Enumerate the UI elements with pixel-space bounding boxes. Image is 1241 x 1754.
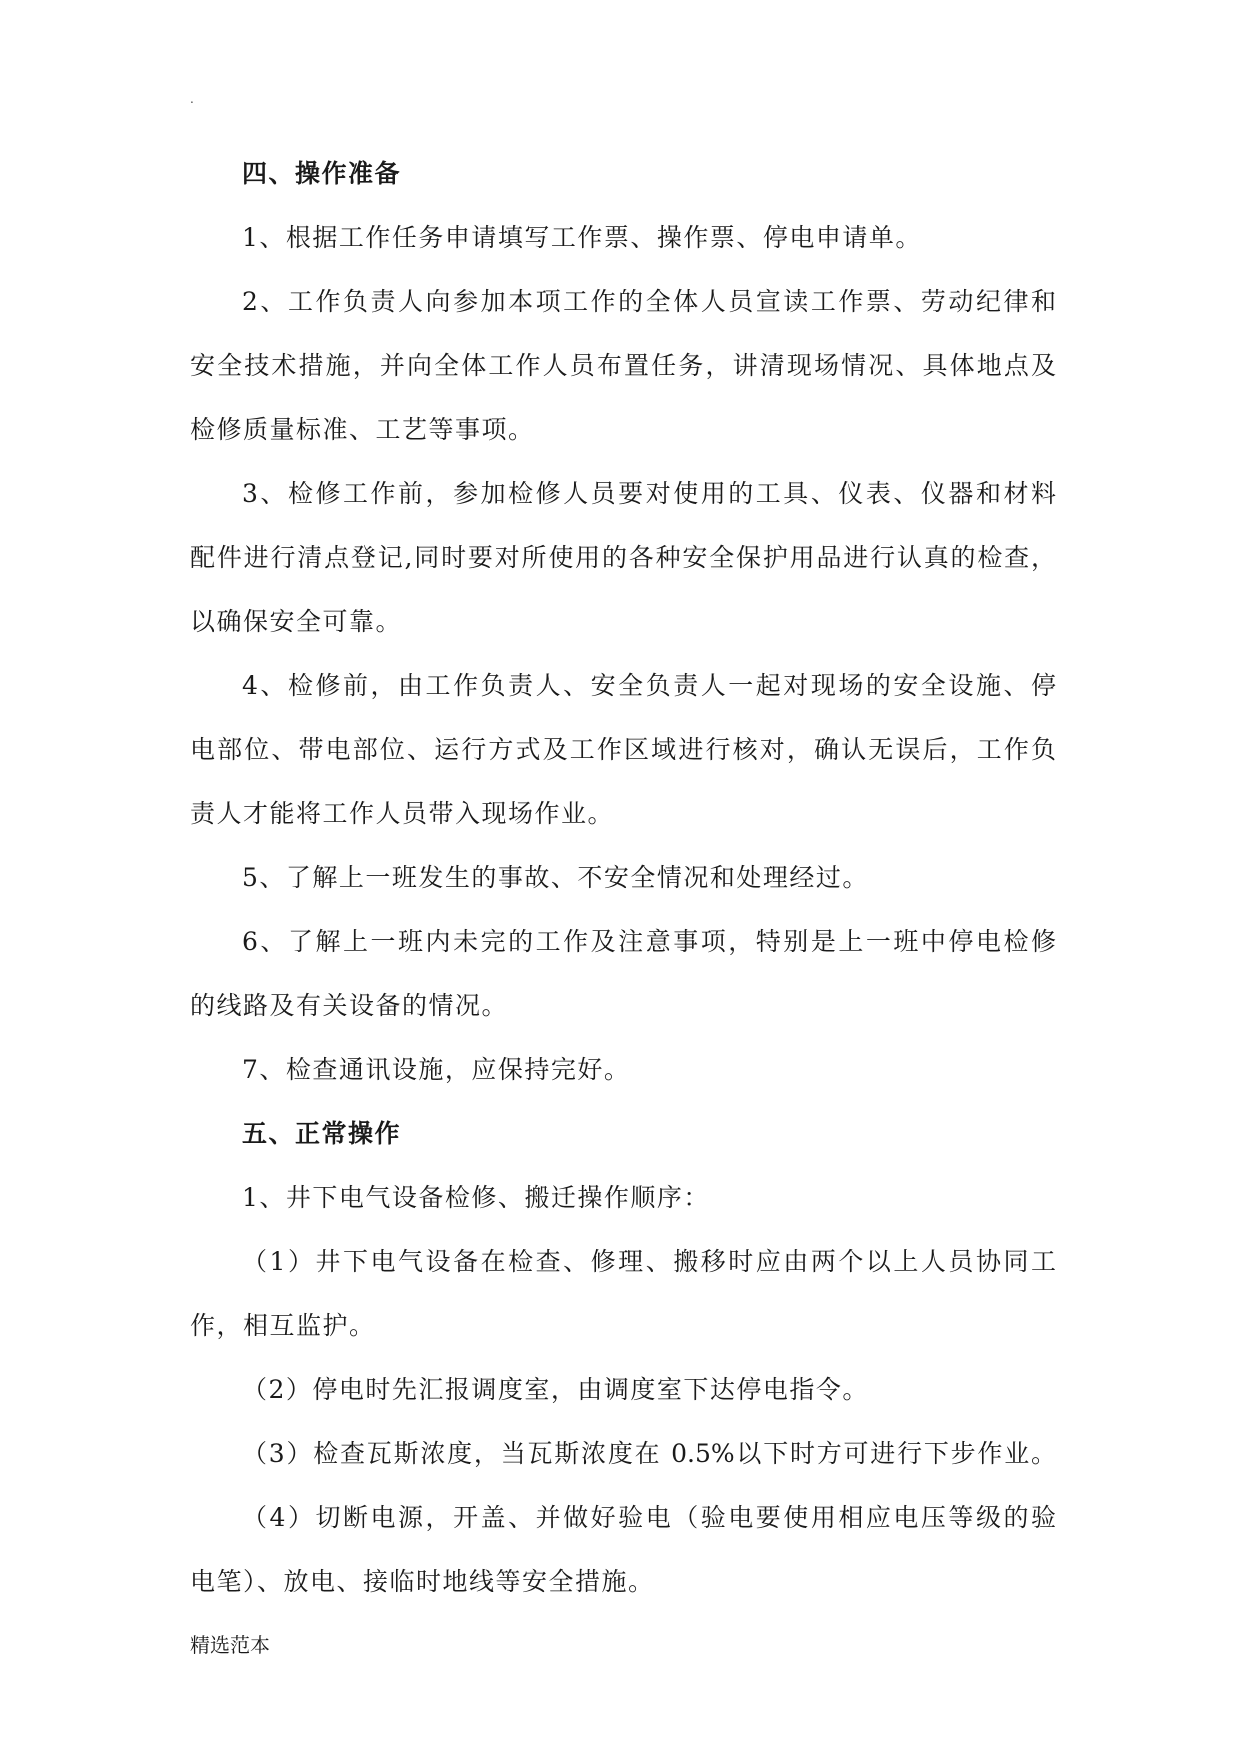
paragraph-line: 责人才能将工作人员带入现场作业。	[190, 799, 615, 828]
paragraph-line: 配件进行清点登记,同时要对所使用的各种安全保护用品进行认真的检查，	[190, 543, 1056, 572]
paragraph-line: 2、工作负责人向参加本项工作的全体人员宣读工作票、劳动纪律和	[242, 287, 1056, 316]
paragraph-line: 1、根据工作任务申请填写工作票、操作票、停电申请单。	[242, 223, 922, 252]
paragraph-line: 6、了解上一班内未完的工作及注意事项，特别是上一班中停电检修	[242, 927, 1056, 956]
paragraph-line: 安全技术措施，并向全体工作人员布置任务，讲清现场情况、具体地点及	[190, 351, 1056, 380]
page-top-mark: .	[190, 92, 194, 106]
paragraph-line: 的线路及有关设备的情况。	[190, 991, 509, 1020]
paragraph-line: （1）井下电气设备在检查、修理、搬移时应由两个以上人员协同工	[242, 1247, 1056, 1276]
paragraph-line: 电部位、带电部位、运行方式及工作区域进行核对，确认无误后，工作负	[190, 735, 1056, 764]
paragraph-line: 1、井下电气设备检修、搬迁操作顺序：	[242, 1183, 710, 1212]
paragraph-line: （2）停电时先汇报调度室，由调度室下达停电指令。	[242, 1375, 869, 1404]
document-body	[190, 142, 1056, 1614]
page-footer: 精选范本	[190, 1633, 270, 1657]
paragraph-line: 4、检修前，由工作负责人、安全负责人一起对现场的安全设施、停	[242, 671, 1056, 700]
paragraph-line: 5、了解上一班发生的事故、不安全情况和处理经过。	[242, 863, 869, 892]
paragraph-line: 检修质量标准、工艺等事项。	[190, 415, 535, 444]
paragraph-line: 3、检修工作前，参加检修人员要对使用的工具、仪表、仪器和材料	[242, 479, 1056, 508]
paragraph-line: （3）检查瓦斯浓度，当瓦斯浓度在 0.5%以下时方可进行下步作业。	[242, 1439, 1056, 1468]
paragraph-line: （4）切断电源，开盖、并做好验电（验电要使用相应电压等级的验	[242, 1503, 1056, 1532]
paragraph-line: 以确保安全可靠。	[190, 607, 403, 636]
section-heading: 四、操作准备	[242, 159, 402, 188]
paragraph-line: 作，相互监护。	[190, 1311, 376, 1340]
paragraph-line: 7、检查通讯设施，应保持完好。	[242, 1055, 631, 1084]
section-heading: 五、正常操作	[242, 1119, 402, 1148]
paragraph-line: 电笔）、放电、接临时地线等安全措施。	[190, 1567, 655, 1596]
